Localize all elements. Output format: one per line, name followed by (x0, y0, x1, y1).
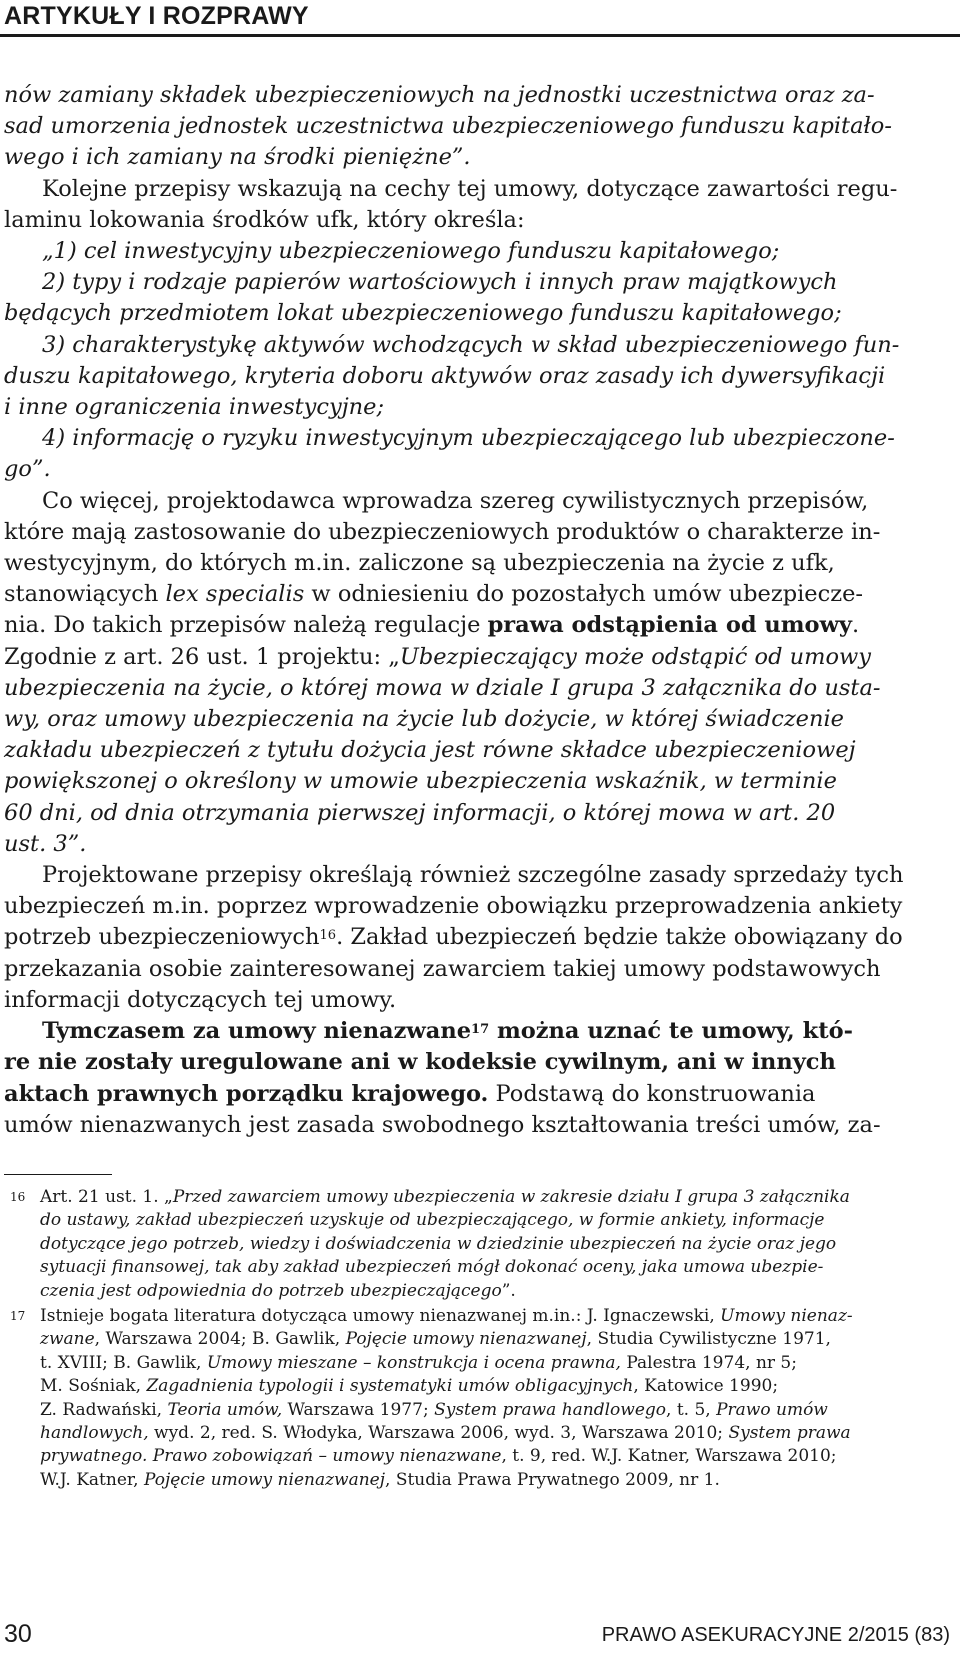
footnote-text (40, 1186, 954, 1303)
text-run: . Zakład ubezpieczeń będzie także obowiązany do (336, 924, 903, 951)
text-run: można uznać te umowy, któ- (489, 1018, 853, 1045)
paragraph-cywilistyczne (4, 486, 954, 860)
text-line: i inne ograniczenia inwestycyjne; (4, 394, 385, 421)
paragraph-regulamin (4, 174, 954, 236)
text-run: Tymczasem za umowy nienazwane (42, 1018, 472, 1045)
text-line: laminu lokowania środków ufk, który określa: (4, 206, 525, 233)
italic-run: sytuacji finansowej, tak aby zakład ubezpieczeń mógł dokonać oceny, jaka umowa ubezpie- (40, 1257, 824, 1278)
italic-run: handlowych, (40, 1423, 149, 1444)
text-run: Art. 21 ust. 1. „ (40, 1187, 173, 1207)
italic-run: Pojęcie umowy nienazwanej (143, 1469, 386, 1490)
text-run: W.J. Katner, (40, 1469, 144, 1490)
bold-run: aktach prawnych porządku krajowego. (4, 1080, 489, 1107)
header-rule (0, 34, 960, 37)
footnote-line (40, 1422, 954, 1445)
text-run: , Warszawa 2004; B. Gawlik, (94, 1329, 346, 1350)
italic-term: lex specialis (165, 581, 305, 608)
journal-name: PRAWO ASEKURACYJNE 2/2015 (83) (601, 1624, 950, 1646)
footnote-ref-16[interactable]: 16 (319, 928, 337, 944)
footnote-line (40, 1469, 954, 1492)
italic-run: zwane (40, 1329, 95, 1350)
text-line: re nie zostały uregulowane ani w kodeksie cywilnym, ani w innych (4, 1049, 836, 1076)
italic-run: dotyczące jego potrzeb, wiedzy i doświadczenia w dziedzinie ubezpieczeń na życie oraz jego (40, 1233, 837, 1254)
article-body (4, 80, 954, 1141)
footnote-17 (4, 1305, 954, 1492)
text-line: powiększonej o określony w umowie ubezpieczenia wskaźnik, w terminie (4, 768, 837, 795)
text-line: sad umorzenia jednostek uczestnictwa ubezpieczeniowego funduszu kapitało- (4, 113, 892, 140)
text-line: będących przedmiotem lokat ubezpieczeniowego funduszu kapitałowego; (4, 300, 842, 327)
text-line (4, 579, 954, 610)
text-run: Zgodnie z art. 26 ust. 1 projektu: „ (4, 643, 400, 670)
text-run: stanowiących (4, 581, 166, 608)
text-run: w odniesieniu do pozostałych umów ubezpiecze- (304, 581, 863, 608)
text-run: potrzeb ubezpieczeniowych (4, 924, 320, 951)
italic-quote: Ubezpieczający może odstąpić od umowy (399, 643, 871, 670)
bold-term: prawa odstąpienia od umowy (487, 612, 853, 639)
footnote-line (40, 1352, 954, 1375)
text-run: . (852, 612, 860, 639)
text-run: wyd. 2, red. S. Włodyka, Warszawa 2006, wyd. 3, Warszawa 2010; (148, 1423, 729, 1444)
text-run: M. Sośniak, (40, 1376, 147, 1397)
footnote-rule (4, 1174, 112, 1175)
list-item: 2) typy i rodzaje papierów wartościowych i innych praw majątkowych (42, 269, 838, 296)
italic-run: czenia jest odpowiednia do potrzeb ubezpieczającego (40, 1280, 502, 1301)
text-line: które mają zastosowanie do ubezpieczeniowych produktów o charakterze in- (4, 518, 881, 545)
list-item: „1) cel inwestycyjny ubezpieczeniowego funduszu kapitałowego; (42, 238, 780, 265)
text-line: ust. 3”. (4, 830, 87, 857)
italic-run: Pojęcie umowy nienazwanej (345, 1329, 587, 1350)
text-line: westycyjnym, do których m.in. zaliczone są ubezpieczenia na życie z ufk, (4, 550, 835, 577)
italic-run: Umowy nienaz- (720, 1306, 853, 1326)
text-run: , Studia Cywilistyczne 1971, (586, 1329, 831, 1350)
footnote-line (40, 1233, 954, 1256)
list-item: 3) charakterystykę aktywów wchodzących w skład ubezpieczeniowego fun- (42, 331, 900, 358)
text-line (4, 922, 954, 953)
text-line: ubezpieczeń m.in. poprzez wprowadzenie obowiązku przeprowadzenia ankiety (4, 893, 903, 920)
text-line: zakładu ubezpieczeń z tytułu dożycia jest równe składce ubezpieczeniowej (4, 737, 856, 764)
italic-run: do ustawy, zakład ubezpieczeń uzyskuje od ubezpieczającego, w formie ankiety, informacje (40, 1210, 825, 1231)
footnote-line (40, 1375, 954, 1398)
text-line: wy, oraz umowy ubezpieczenia na życie lub dożycie, w której świadczenie (4, 706, 844, 733)
text-line: informacji dotyczących tej umowy. (4, 986, 397, 1013)
text-run: , t. 5, (666, 1399, 717, 1420)
text-run: , t. 9, red. W.J. Katner, Warszawa 2010; (501, 1446, 837, 1467)
italic-run: Zagadnienia typologii i systematyki umów obligacyjnych (146, 1376, 634, 1397)
italic-run: Prawo umów (716, 1399, 828, 1420)
text-line: nów zamiany składek ubezpieczeniowych na jednostki uczestnictwa oraz za- (4, 82, 875, 108)
footnote-line (40, 1209, 954, 1232)
footnote-line (40, 1399, 954, 1422)
text-run: Warszawa 1977; (282, 1399, 435, 1420)
footnote-line (40, 1256, 954, 1279)
footnote-ref-17[interactable]: 17 (471, 1022, 490, 1038)
text-line: go”. (4, 456, 51, 483)
text-line (4, 1079, 954, 1110)
footnote-number: 16 (10, 1190, 26, 1204)
italic-run: Przed zawarciem umowy ubezpieczenia w zakresie działu I grupa 3 załącznika (172, 1187, 850, 1207)
text-run: Podstawą do konstruowania (488, 1080, 816, 1107)
text-line (4, 642, 954, 673)
paragraph-quote-end (4, 80, 954, 174)
text-line (4, 610, 954, 641)
footnote-16 (4, 1186, 954, 1303)
italic-run: System prawa handlowego (434, 1399, 667, 1420)
italic-run: Teoria umów, (167, 1399, 283, 1420)
text-run: Z. Radwański, (40, 1399, 168, 1420)
text-line: Kolejne przepisy wskazują na cechy tej umowy, dotyczące zawartości regu- (42, 175, 898, 202)
paragraph-nienazwane (4, 1016, 954, 1141)
italic-run: Umowy mieszane – konstrukcja i ocena prawna, (206, 1352, 621, 1373)
text-line: Co więcej, projektodawca wprowadza szereg cywilistycznych przepisów, (42, 487, 869, 514)
text-run: t. XVIII; B. Gawlik, (40, 1352, 207, 1373)
paragraph-regulamin-list (4, 236, 954, 486)
text-line: wego i ich zamiany na środki pieniężne”. (4, 144, 471, 171)
text-run: nia. Do takich przepisów należą regulacje (4, 612, 488, 639)
section-title: ARTYKUŁY I ROZPRAWY (4, 2, 309, 30)
text-run: , Katowice 1990; (633, 1376, 779, 1397)
footnote-line (40, 1186, 954, 1209)
text-line: 60 dni, od dnia otrzymania pierwszej informacji, o której mowa w art. 20 (4, 799, 836, 826)
text-line: przekazania osobie zainteresowanej zawarciem takiej umowy podstawowych (4, 955, 881, 982)
text-run: ”. (501, 1280, 516, 1301)
text-line: Projektowane przepisy określają również szczególne zasady sprzedaży tych (42, 862, 904, 889)
footnote-line (40, 1305, 954, 1328)
footnote-line (40, 1328, 954, 1351)
page-number: 30 (4, 1620, 32, 1648)
text-run: Istnieje bogata literatura dotycząca umowy nienazwanej m.in.: J. Ignaczewski, (40, 1306, 721, 1326)
list-item: 4) informację o ryzyku inwestycyjnym ubezpieczającego lub ubezpieczone- (42, 425, 895, 452)
italic-run: prywatnego. Prawo zobowiązań – umowy nienazwane (40, 1446, 502, 1467)
text-line: duszu kapitałowego, kryteria doboru aktywów oraz zasady ich dywersyfikacji (4, 362, 886, 389)
text-line: umów nienazwanych jest zasada swobodnego kształtowania treści umów, za- (4, 1111, 881, 1138)
italic-run: System prawa (728, 1423, 851, 1444)
text-run: Palestra 1974, nr 5; (620, 1352, 797, 1373)
footnote-line (40, 1445, 954, 1468)
footnote-text (40, 1305, 954, 1492)
text-line: ubezpieczenia na życie, o której mowa w dziale I grupa 3 załącznika do usta- (4, 674, 881, 701)
footnote-number: 17 (10, 1309, 26, 1323)
text-run: , Studia Prawa Prywatnego 2009, nr 1. (385, 1469, 720, 1490)
text-line (4, 1016, 954, 1047)
paragraph-sprzedaz (4, 860, 954, 1016)
footnote-line (40, 1280, 954, 1303)
